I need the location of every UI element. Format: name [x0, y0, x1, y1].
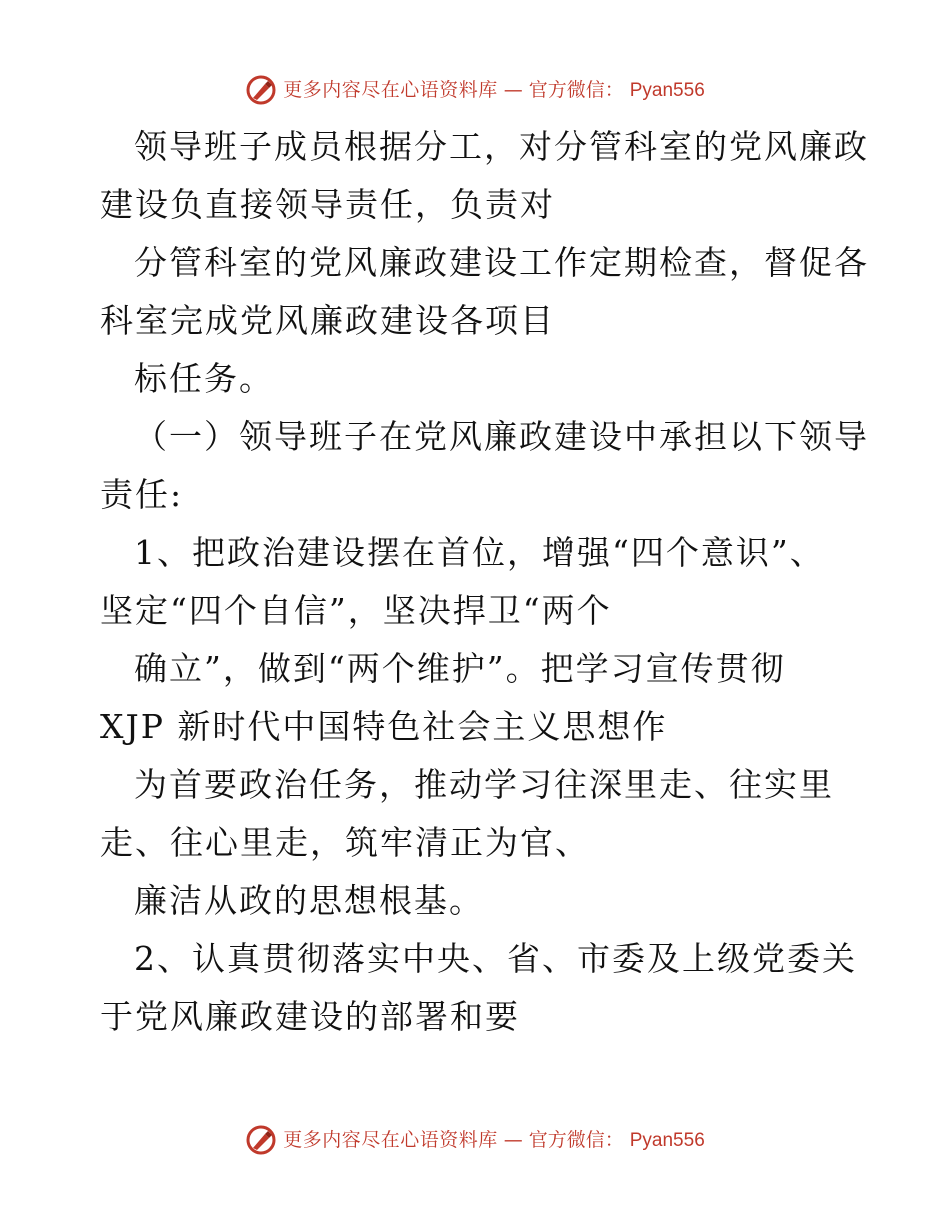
paragraph-line: 为首要政治任务，推动学习往深里走、往实里: [134, 765, 834, 804]
banner-dash: —: [503, 1128, 523, 1151]
document-body: [100, 118, 869, 1046]
banner-wechat-label: 官方微信：: [528, 78, 624, 101]
banner-lead-text: 更多内容尽在心语资料库: [283, 1128, 498, 1151]
paragraph-line: 1、把政治建设摆在首位，增强“四个意识”、: [134, 533, 825, 572]
paragraph-line: 走、往心里走，筑牢清正为官、: [100, 823, 590, 862]
banner-lead-text: 更多内容尽在心语资料库: [283, 78, 498, 101]
paragraph-line: 廉洁从政的思想根基。: [134, 881, 484, 920]
paragraph-line: 责任:: [100, 475, 184, 514]
pen-logo-icon: [245, 1124, 277, 1156]
footer-watermark: [0, 1120, 950, 1160]
pen-logo-icon: [245, 74, 277, 106]
banner-wechat-label: 官方微信：: [528, 1128, 624, 1151]
paragraph-line: 建设负直接领导责任，负责对: [100, 185, 555, 224]
paragraph-line: 2、认真贯彻落实中央、省、市委及上级党委关: [134, 939, 857, 978]
banner-wechat-handle: Pyan556: [629, 1129, 705, 1151]
banner-wechat-handle: Pyan556: [629, 79, 705, 101]
header-watermark: [0, 70, 950, 110]
paragraph-line: （一）领导班子在党风廉政建设中承担以下领导: [134, 417, 869, 456]
paragraph-line: 分管科室的党风廉政建设工作定期检查，督促各: [134, 243, 869, 282]
banner-dash: —: [503, 78, 523, 101]
paragraph-line: 标任务。: [134, 359, 274, 398]
paragraph-line: 坚定“四个自信”，坚决捍卫“两个: [100, 591, 612, 630]
paragraph-line: 确立”，做到“两个维护”。把学习宣传贯彻: [134, 649, 786, 688]
paragraph-line: 领导班子成员根据分工，对分管科室的党风廉政: [134, 127, 869, 166]
paragraph-line: XJP 新时代中国特色社会主义思想作: [100, 707, 668, 746]
paragraph-line: 科室完成党风廉政建设各项目: [100, 301, 555, 340]
paragraph-line: 于党风廉政建设的部署和要: [100, 997, 520, 1036]
